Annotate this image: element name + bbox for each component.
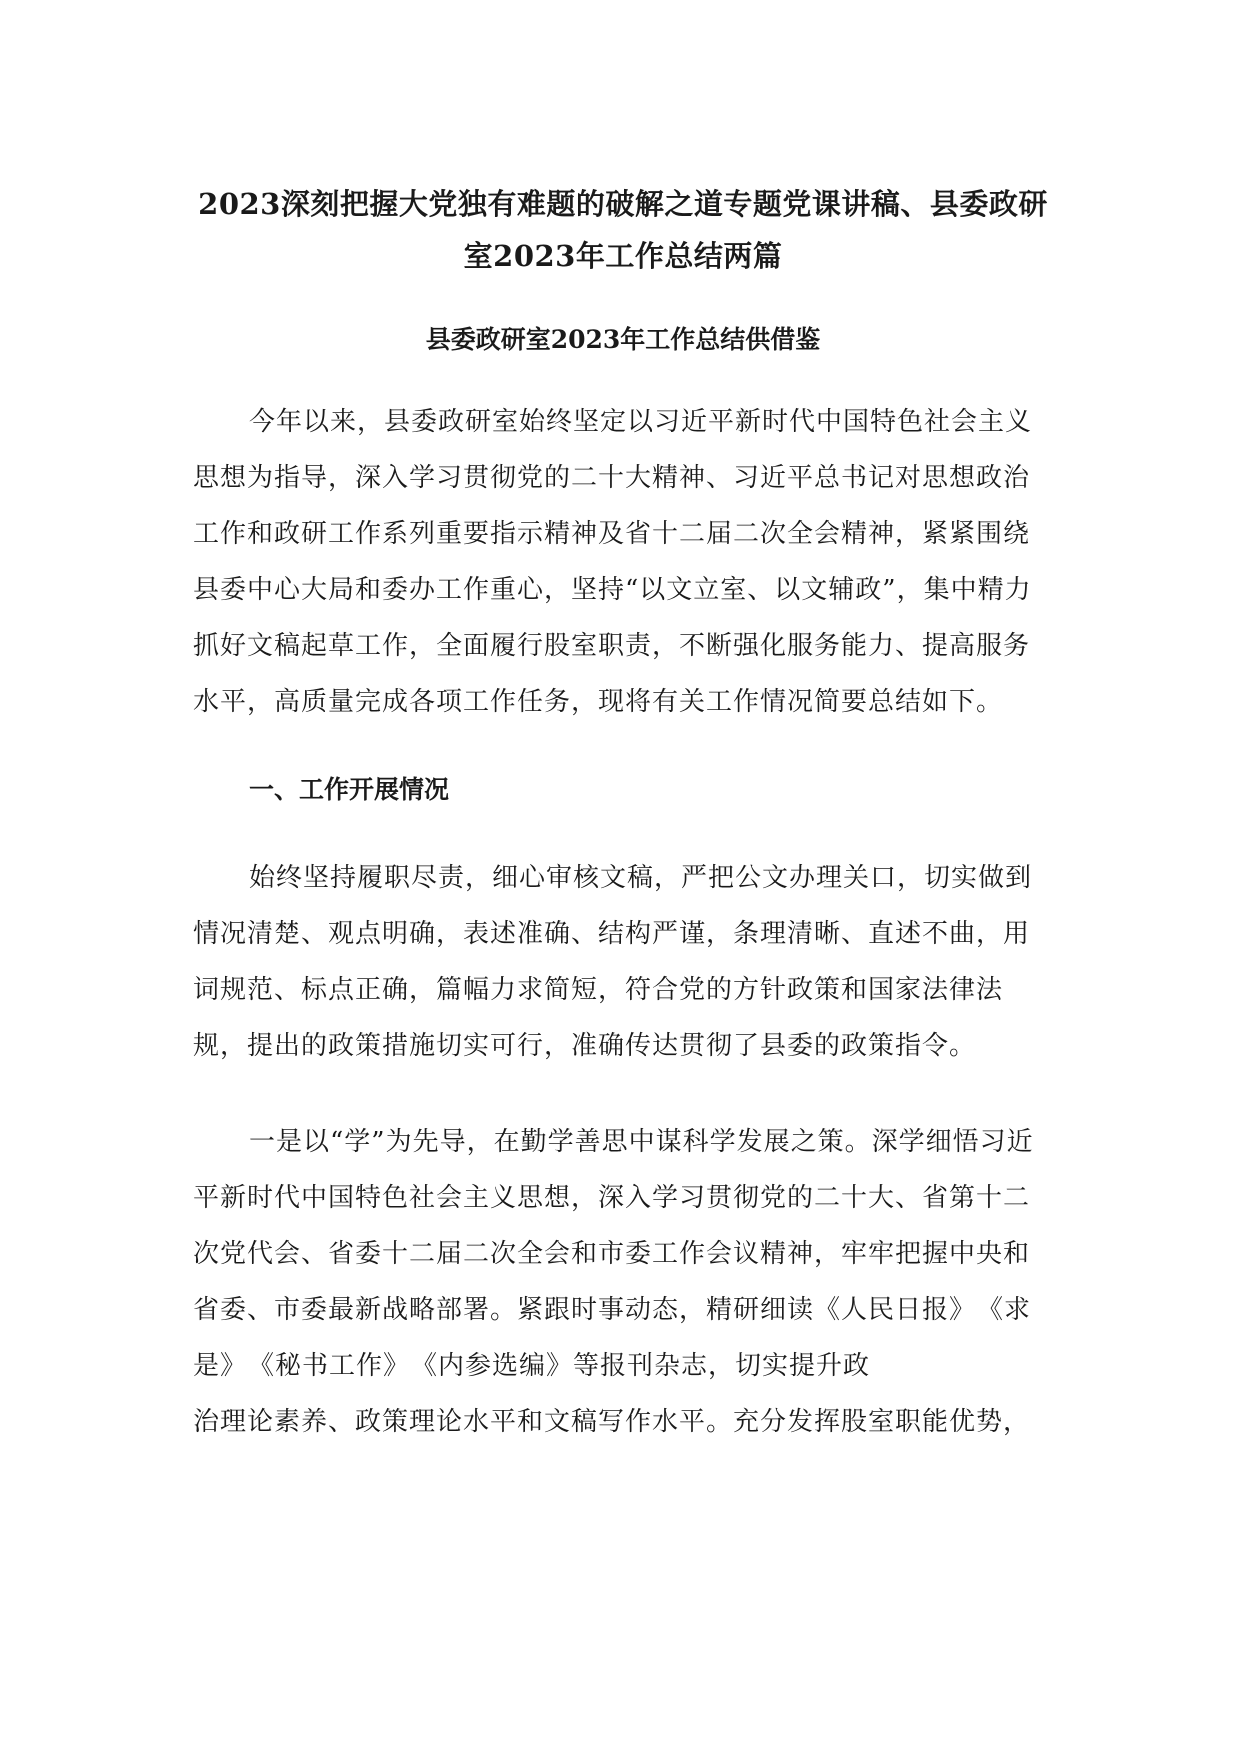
section-paragraph: 一是以“学”为先导，在勤学善思中谋科学发展之策。深学细悟习近平新时代中国特色社会主义思想，深入学习贯彻党的二十大、省第十二次党代会、省委十二届二次全会和市委工作会议精神，牢牢把握中央和省委、市委最新战略部署。紧跟时事动态，精研细读《人民日报》 《求是》 《秘书工作》 《内参选编》等报刊杂志，切实提升政	[193, 1127, 1034, 1381]
section-paragraph-continued: 治理论素养、政策理论水平和文稿写作水平。充分发挥股室职能优势，	[193, 1407, 1031, 1437]
document-subtitle: 县委政研室2023年工作总结供借鉴	[425, 325, 821, 354]
document-body	[193, 178, 1053, 1450]
section-heading-work-progress: 一、工作开展情况	[249, 775, 450, 804]
document-title: 2023深刻把握大党独有难题的破解之道专题党课讲稿、县委政研室2023年工作总结两篇	[198, 187, 1048, 273]
intro-paragraph: 今年以来，县委政研室始终坚定以习近平新时代中国特色社会主义思想为指导，深入学习贯彻党的二十大精神、习近平总书记对思想政治工作和政研工作系列重要指示精神及省十二届二次全会精神，紧紧围绕县委中心大局和委办工作重心，坚持“以文立室、以文辅政”，集中精力抓好文稿起草工作，全面履行股室职责，不断强化服务能力、提高服务水平，高质量完成各项工作任务，现将有关工作情况简要总结如下。	[193, 407, 1033, 717]
section-paragraph: 始终坚持履职尽责，细心审核文稿，严把公文办理关口，切实做到情况清楚、观点明确，表述准确、结构严谨，条理清晰、直述不曲，用词规范、标点正确，篇幅力求简短，符合党的方针政策和国家法律法规，提出的政策措施切实可行，准确传达贯彻了县委的政策指令。	[193, 863, 1033, 1061]
